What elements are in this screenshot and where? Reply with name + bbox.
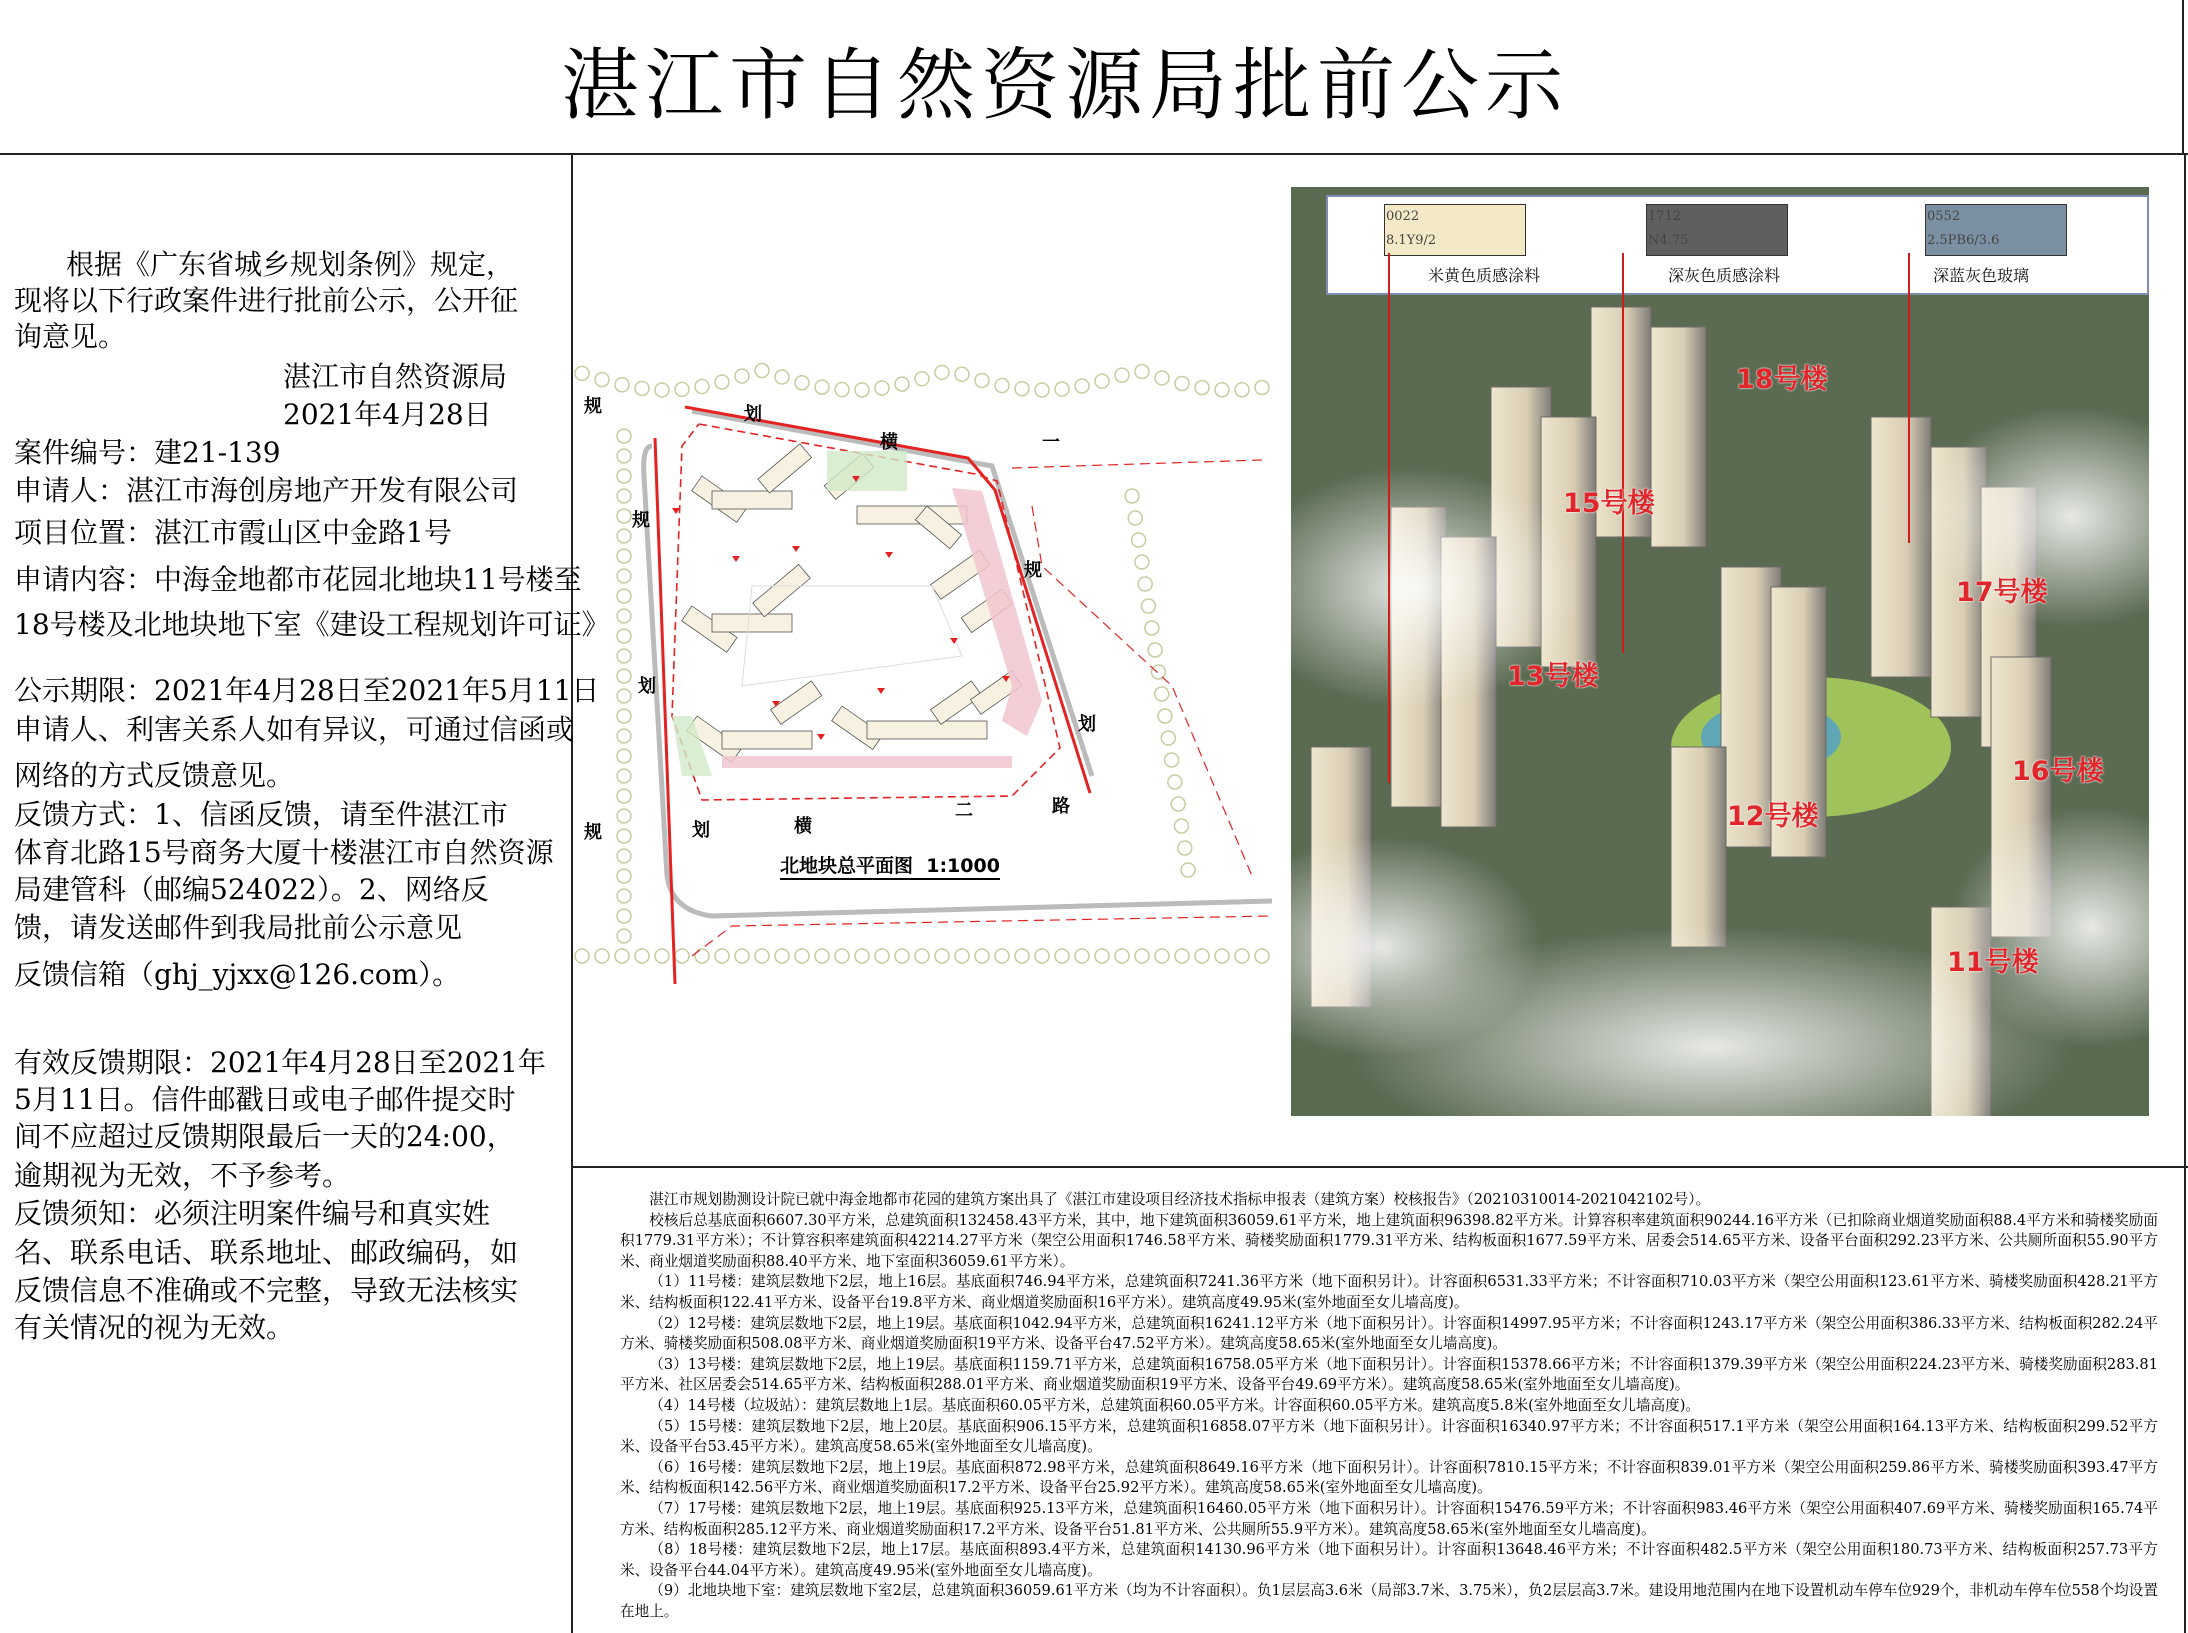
tree-symbol <box>835 383 849 397</box>
tree-symbol <box>617 489 631 503</box>
tree-symbol <box>1235 383 1249 397</box>
tree-symbol <box>1215 949 1229 963</box>
swatch-beige: 0022 8.1Y9/2 <box>1384 204 1526 256</box>
leader-line <box>1908 253 1910 543</box>
paragraph: 湛江市规划勘测设计院已就中海金地都市花园的建筑方案出具了《湛江市建设项目经济技术指标申报表（建筑方案）校核报告》（20210310014-2021042102号）。 <box>649 1191 1711 1208</box>
building-label-18: 18号楼 <box>1736 364 1828 395</box>
tree-symbol <box>1235 949 1249 963</box>
road-label: 划 <box>1078 714 1096 735</box>
tree-symbol <box>935 949 949 963</box>
material-swatch-panel <box>1326 195 2149 295</box>
tree-symbol <box>617 469 631 483</box>
tree-symbol <box>617 809 631 823</box>
tree-symbol <box>617 629 631 643</box>
paragraph: （4）14号楼（垃圾站）：建筑层数地上1层。基底面积60.05平方米，总建筑面积60.05平方米。计容面积60.05平方米。建筑高度5.8米(室外地面至女儿墙高度)。 <box>649 1396 1700 1414</box>
road-label: 二 <box>955 800 973 821</box>
tree-symbol <box>617 609 631 623</box>
tree-symbol <box>1035 949 1049 963</box>
tree-symbol <box>1075 379 1089 393</box>
notice-text: 申请人、利害关系人如有异议，可通过信函或 <box>14 713 575 746</box>
paragraph: （9）北地块地下室：建筑层数地下室2层，总建筑面积36059.61平方米（均为不计容面积）。负1层层高3.6米（局部3.7米、3.75米），负2层层高3.7米。建设用地范围内在地下设置机动车停车位929个，非机动车停车位558个均设置在地上。 <box>620 1582 2158 1620</box>
site-plan-drawing <box>572 356 1291 984</box>
tree-symbol <box>1115 368 1129 382</box>
leader-line <box>1622 253 1624 653</box>
paragraph: （6）16号楼：建筑层数地下2层，地上19层。基底面积872.98平方米，总建筑面积8649.16平方米（地下面积另计）。计容面积7810.15平方米；不计容面积839.01平方米（架空公用面积259.86平方米、骑楼奖励面积393.47平方米、结构板面积142.56平方米、商业烟道奖励面积17.2平方米、设备平台25.92平方米）。建筑高度58.65米(室外地面至女儿墙高度)。 <box>620 1458 2158 1497</box>
tree-symbol <box>995 949 1009 963</box>
building-label-11: 11号楼 <box>1947 947 2039 978</box>
feedback-method: 反馈方式：1、信函反馈，请至件湛江市 <box>14 798 508 831</box>
tree-symbol <box>1135 555 1149 569</box>
tree-symbol <box>1095 949 1109 963</box>
tree-symbol <box>617 589 631 603</box>
tree-symbol <box>1095 374 1109 388</box>
paragraph: （8）18号楼：建筑层数地下2层，地上17层。基底面积893.4平方米，总建筑面积14130.96平方米（地下面积另计）。计容面积13648.46平方米；不计容面积482.5平方米（架空公用面积180.73平方米、结构板面积257.73平方米、设备平台44.04平方米）。建筑高度49.95米(室外地面至女儿墙高度)。 <box>620 1541 2158 1579</box>
tree-symbol <box>635 949 649 963</box>
tree-symbol <box>1145 621 1159 635</box>
tree-symbol <box>617 889 631 903</box>
tree-symbol <box>915 949 929 963</box>
tree-symbol <box>855 383 869 397</box>
tree-symbol <box>1155 949 1169 963</box>
building-label-17: 17号楼 <box>1956 577 2048 608</box>
tree-symbol <box>595 949 609 963</box>
tree-symbol <box>617 789 631 803</box>
tree-symbol <box>1035 383 1049 397</box>
signature-date: 2021年4月28日 <box>283 398 492 431</box>
tree-symbol <box>617 749 631 763</box>
application-content: 18号楼及北地块地下室《建设工程规划许可证》 <box>14 608 610 641</box>
tree-symbol <box>795 949 809 963</box>
tree-symbol <box>617 569 631 583</box>
tree-symbol <box>1175 949 1189 963</box>
swatch-label: 深灰色质感涂料 <box>1668 266 1781 285</box>
tree-symbol <box>617 529 631 543</box>
tree-symbol <box>617 649 631 663</box>
tree-symbol <box>755 364 769 378</box>
tree-symbol <box>975 949 989 963</box>
feedback-method: 体育北路15号商务大厦十楼湛江市自然资源 <box>14 836 554 869</box>
title-divider <box>0 153 2188 155</box>
tree-symbol <box>617 549 631 563</box>
tree-symbol <box>617 849 631 863</box>
road-label: 规 <box>1024 560 1042 581</box>
paragraph: （1）11号楼：建筑层数地下2层，地上16层。基底面积746.94平方米，总建筑面积7241.36平方米（地下面积另计）。计容面积6531.33平方米；不计容面积710.03平方米（架空公用面积123.61平方米、骑楼奖励面积428.21平方米、结构板面积122.41平方米、设备平台19.8平方米、商业烟道奖励面积16平方米）。建筑高度49.95米(室外地面至女儿墙高度)。 <box>620 1273 2158 1311</box>
tree-symbol <box>875 949 889 963</box>
tree-symbol <box>655 949 669 963</box>
title-box-right-border <box>2182 0 2184 154</box>
page-title: 湛江市自然资源局批前公示 <box>560 41 1569 131</box>
tree-symbol <box>735 949 749 963</box>
tree-symbol <box>617 669 631 683</box>
applicant: 申请人：湛江市海创房地产开发有限公司 <box>14 474 519 507</box>
tree-symbol <box>1158 709 1172 723</box>
case-number: 案件编号：建21-139 <box>14 436 281 469</box>
tree-symbol <box>617 829 631 843</box>
road-label: 划 <box>692 820 710 841</box>
tree-symbol <box>1138 577 1152 591</box>
tree-symbol <box>915 372 929 386</box>
aerial-rendering <box>1291 187 2149 1116</box>
tree-symbol <box>595 373 609 387</box>
road-label: 一 <box>1042 432 1060 453</box>
tree-symbol <box>1175 819 1189 833</box>
road-label: 横 <box>794 816 812 837</box>
tree-symbol <box>635 381 649 395</box>
tree-symbol <box>1255 381 1269 395</box>
tree-symbol <box>835 949 849 963</box>
tree-symbol <box>1175 377 1189 391</box>
road-label: 划 <box>744 404 762 425</box>
tree-symbol <box>1255 949 1269 963</box>
road-label: 规 <box>584 822 602 843</box>
valid-period: 5月11日。信件邮戳日或电子邮件提交时 <box>14 1083 516 1116</box>
tree-symbol <box>1155 371 1169 385</box>
tree-symbol <box>615 378 629 392</box>
tree-symbol <box>1075 949 1089 963</box>
project-location: 项目位置：湛江市霞山区中金路1号 <box>14 516 452 549</box>
tree-symbol <box>1015 949 1029 963</box>
feedback-notice: 有关情况的视为无效。 <box>14 1311 295 1344</box>
bottom-panel-divider <box>572 1166 2188 1168</box>
tree-symbol <box>1215 383 1229 397</box>
tree-symbol <box>617 689 631 703</box>
tree-symbol <box>955 367 969 381</box>
road-label: 路 <box>1052 796 1070 817</box>
swatch-label: 米黄色质感涂料 <box>1428 266 1541 285</box>
tree-symbol <box>617 709 631 723</box>
application-content: 申请内容：中海金地都市花园北地块11号楼至 <box>14 563 582 596</box>
tree-symbol <box>1135 365 1149 379</box>
valid-period: 间不应超过反馈期限最后一天的24:00， <box>14 1120 515 1153</box>
tree-symbol <box>1015 382 1029 396</box>
tree-symbol <box>1195 381 1209 395</box>
technical-indicators-text <box>620 1190 2158 1622</box>
valid-period: 逾期视为无效，不予参考。 <box>14 1159 351 1192</box>
tree-symbol <box>575 366 589 380</box>
paragraph: （3）13号楼：建筑层数地下2层，地上19层。基底面积1159.71平方米，总建筑面积16758.05平方米（地下面积另计）。计容面积15378.66平方米；不计容面积1379.39平方米（架空公用面积224.23平方米、骑楼奖励面积283.81平方米、社区居委会514.65平方米、结构板面积288.01平方米、商业烟道奖励面积19平方米、设备平台49.69平方米）。建筑高度58.65米(室外地面至女儿墙高度)。 <box>620 1355 2158 1394</box>
tree-symbol <box>1195 949 1209 963</box>
valid-period: 有效反馈期限：2021年4月28日至2021年 <box>14 1046 546 1079</box>
tree-symbol <box>695 380 709 394</box>
tree-symbol <box>1125 489 1139 503</box>
tree-symbol <box>1055 949 1069 963</box>
tree-symbol <box>715 375 729 389</box>
road-label: 规 <box>584 396 602 417</box>
feedback-notice: 反馈信息不准确或不完整，导致无法核实 <box>14 1274 519 1307</box>
tree-symbol <box>1165 753 1179 767</box>
tree-symbol <box>1155 687 1169 701</box>
tree-symbol <box>1135 949 1149 963</box>
feedback-notice: 反馈须知：必须注明案件编号和真实姓 <box>14 1197 491 1230</box>
tree-symbol <box>1115 949 1129 963</box>
tree-symbol <box>617 509 631 523</box>
tree-symbol <box>1132 533 1146 547</box>
tree-symbol <box>617 729 631 743</box>
tree-symbol <box>615 949 629 963</box>
site-plan <box>572 356 1291 984</box>
tree-symbol <box>617 429 631 443</box>
tree-symbol <box>1181 863 1195 877</box>
tree-symbol <box>655 383 669 397</box>
building-label-16: 16号楼 <box>2012 756 2104 787</box>
paragraph: （7）17号楼：建筑层数地下2层，地上19层。基底面积925.13平方米，总建筑面积16460.05平方米（地下面积另计）。计容面积15476.59平方米；不计容面积983.46平方米（架空公用面积407.69平方米、骑楼奖励面积165.74平方米、结构板面积285.12平方米、商业烟道奖励面积17.2平方米、设备平台51.81平方米、公共厕所55.9平方米）。建筑高度58.65米(室外地面至女儿墙高度)。 <box>620 1499 2158 1538</box>
leader-line <box>1388 253 1390 783</box>
feedback-method: 局建管科（邮编524022）。2、网络反 <box>14 873 489 906</box>
building-label-13: 13号楼 <box>1507 661 1599 692</box>
building-label-15: 15号楼 <box>1563 488 1655 519</box>
tree-symbol <box>1151 665 1165 679</box>
swatch-blue-grey-glass: 0552 2.5PB6/3.6 <box>1925 204 2067 256</box>
tree-symbol <box>815 949 829 963</box>
tree-symbol <box>1148 643 1162 657</box>
paragraph: 校核后总基底面积6607.30平方米，总建筑面积132458.43平方米，其中，地下建筑面积36059.61平方米，地上建筑面积96398.82平方米。计算容积率建筑面积90244.16平方米（已扣除商业烟道奖励面积88.4平方米和骑楼奖励面积1779.31平方米）；不计算容积率建筑面积42214.27平方米（架空公用面积1746.58平方米、骑楼奖励面积1779.31平方米、结构板面积1677.59平方米、居委会514.65平方米、设备平台面积292.23平方米、公共厕所面积55.90平方米、商业烟道奖励面积88.40平方米、地下室面积36059.61平方米）。 <box>620 1211 2158 1270</box>
tower <box>1871 417 1931 677</box>
tree-symbol <box>1055 382 1069 396</box>
tree-symbol <box>1171 797 1185 811</box>
tree-symbol <box>617 869 631 883</box>
tree-symbol <box>715 949 729 963</box>
tree-symbol <box>1168 775 1182 789</box>
site-plan-caption: 北地块总平面图 1:1000 <box>780 851 1000 880</box>
tree-symbol <box>895 949 909 963</box>
tree-symbol <box>975 373 989 387</box>
notice-period: 公示期限：2021年4月28日至2021年5月11日 <box>14 674 600 707</box>
tree-symbol <box>1128 511 1142 525</box>
tree-symbol <box>815 380 829 394</box>
tower <box>1651 327 1706 547</box>
tree-symbol <box>895 377 909 391</box>
road-label: 横 <box>880 432 898 453</box>
tree-symbol <box>955 949 969 963</box>
tree-symbol <box>617 909 631 923</box>
swatch-dark-grey: 1712 N4.75 <box>1646 204 1788 256</box>
tree-symbol <box>935 365 949 379</box>
tree-symbol <box>695 949 709 963</box>
paragraph: （2）12号楼：建筑层数地下2层，地上19层。基底面积1042.94平方米，总建筑面积16241.12平方米（地下面积另计）。计容面积14997.95平方米；不计容面积1243.17平方米（架空公用面积386.33平方米、结构板面积282.24平方米、骑楼奖励面积508.08平方米、商业烟道奖励面积19平方米、设备平台47.52平方米）。建筑高度58.65米(室外地面至女儿墙高度)。 <box>620 1314 2158 1353</box>
road-label: 划 <box>638 676 656 697</box>
tree-symbol <box>735 369 749 383</box>
tree-symbol <box>875 381 889 395</box>
swatch-label: 深蓝灰色玻璃 <box>1933 266 2030 285</box>
tree-symbol <box>755 949 769 963</box>
tree-symbol <box>855 949 869 963</box>
tree-symbol <box>1178 841 1192 855</box>
paragraph: （5）15号楼：建筑层数地下2层，地上20层。基底面积906.15平方米，总建筑面积16858.07平方米（地下面积另计）。计容面积16340.97平方米；不计容面积517.1平方米（架空公用面积164.13平方米、结构板面积299.52平方米、设备平台53.45平方米）。建筑高度58.65米(室外地面至女儿墙高度)。 <box>620 1417 2158 1456</box>
tree-symbol <box>675 949 689 963</box>
right-border <box>2184 154 2186 1633</box>
road-label: 规 <box>632 510 650 531</box>
tree-symbol <box>575 949 589 963</box>
building-label-12: 12号楼 <box>1727 801 1819 832</box>
intro-line: 现将以下行政案件进行批前公示，公开征 <box>14 284 519 317</box>
tree-symbol <box>1142 599 1156 613</box>
tree-symbol <box>617 449 631 463</box>
tree-symbol <box>795 376 809 390</box>
tree-symbol <box>995 378 1009 392</box>
tree-symbol <box>617 929 631 943</box>
tree-symbol <box>675 382 689 396</box>
tower <box>1671 747 1726 947</box>
intro-line: 根据《广东省城乡规划条例》规定， <box>66 248 515 281</box>
feedback-email: 反馈信箱（ghj_yjxx@126.com）。 <box>14 958 461 991</box>
roads <box>644 411 1272 916</box>
intro-line: 询意见。 <box>14 320 127 353</box>
feedback-notice: 名、联系电话、联系地址、邮政编码，如 <box>14 1236 519 1269</box>
signature-org: 湛江市自然资源局 <box>283 360 508 393</box>
tree-symbol <box>775 370 789 384</box>
tree-symbol <box>617 769 631 783</box>
tree-symbol <box>775 949 789 963</box>
tree-symbol <box>1161 731 1175 745</box>
feedback-method: 馈，请发送邮件到我局批前公示意见 <box>14 911 463 944</box>
notice-text: 网络的方式反馈意见。 <box>14 759 295 792</box>
